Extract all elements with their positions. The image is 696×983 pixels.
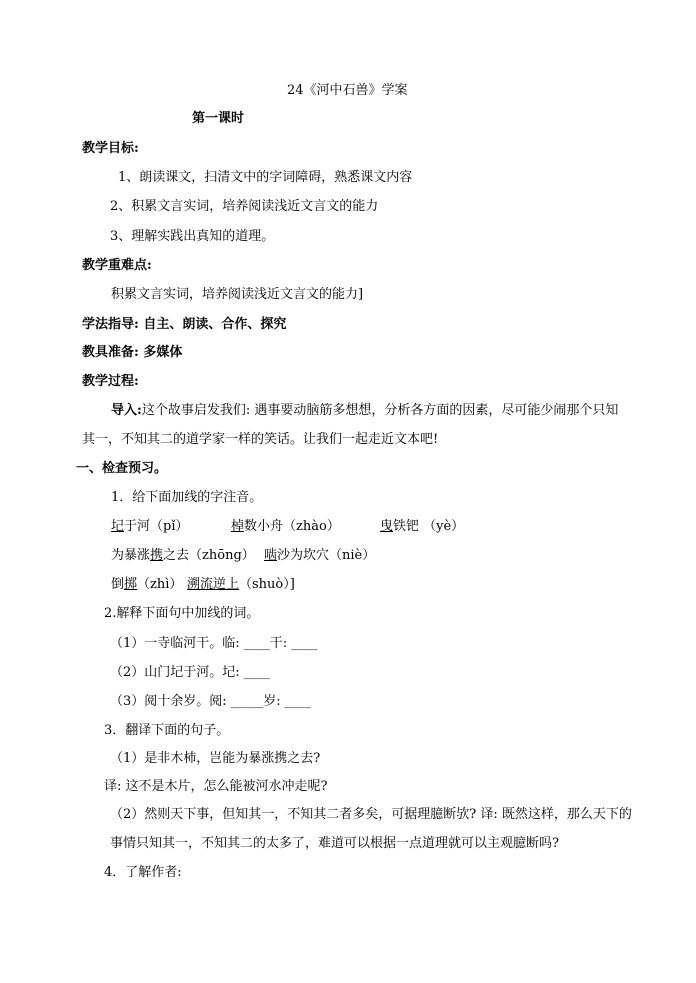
objectives-heading: 教学目标: xyxy=(82,141,139,156)
q1-item-3: 曳铁钯 （yè） xyxy=(380,519,465,534)
q2-item-2: （2）山门圮于河。圮: ____ xyxy=(110,665,270,680)
key-points-heading: 教学重难点: xyxy=(82,258,152,273)
q1-item-2: 棹数小舟（zhào） xyxy=(231,519,340,534)
q1-item-5: 啮沙为坎穴（niè） xyxy=(264,548,376,563)
q3-sentence-1: （1）是非木杮，岂能为暴涨携之去? xyxy=(110,751,321,766)
intro-line-1 xyxy=(111,404,618,417)
q3-translation-1: 译: 这不是木片，怎么能被河水冲走呢? xyxy=(104,779,328,794)
q3-sentence-2-line-1: （2）然则天下事，但知其一，不知其二者多矣，可据理臆断欤? 译: 既然这样，那么天下的 xyxy=(110,807,632,822)
intro-text-1: 这个故事启发我们: 遇事要动脑筋多想想，分析各方面的因素，尽可能少闹那个只知 xyxy=(141,403,619,418)
q3-sentence-2-line-2: 事情只知其一，不知其二的太多了，难道可以根据一点道理就可以主观臆断吗? xyxy=(110,836,559,851)
objective-item-1: 1、朗读课文，扫清文中的字词障碍，熟悉课文内容 xyxy=(118,170,413,185)
q1-item-1: 圮于河（pǐ） xyxy=(111,519,189,534)
q1-item-7: 溯流逆上（shuò）] xyxy=(187,577,295,592)
q2-item-1: （1）一寺临河干。临: ____干: ____ xyxy=(110,636,318,651)
q1-item-6: 倒掷（zhì） xyxy=(111,577,183,592)
intro-label: 导入: xyxy=(111,403,142,418)
document-title: 24《河中石兽》学案 xyxy=(287,83,408,98)
objective-item-2: 2、积累文言实词，培养阅读浅近文言文的能力 xyxy=(110,199,379,214)
objective-item-3: 3、理解实践出真知的道理。 xyxy=(110,229,275,244)
process-heading: 教学过程: xyxy=(82,374,139,389)
study-method: 学法指导: 自主、朗读、合作、探究 xyxy=(82,317,287,332)
teaching-tools: 教具准备: 多媒体 xyxy=(82,345,183,360)
q2-item-3: （3）阅十余岁。阅: _____岁: ____ xyxy=(110,694,311,709)
q1-label: 1．给下面加线的字注音。 xyxy=(111,490,263,505)
q3-label: 3．翻译下面的句子。 xyxy=(104,723,230,738)
section-1-heading: 一、检查预习。 xyxy=(76,461,168,476)
q1-item-4: 为暴涨携之去（zhōng） xyxy=(111,548,255,563)
key-points-text: 积累文言实词，培养阅读浅近文言文的能力] xyxy=(111,287,364,302)
q4-label: 4．了解作者: xyxy=(104,865,182,880)
intro-line-2: 其一，不知其二的道学家一样的笑话。让我们一起走近文本吧! xyxy=(82,432,439,447)
q2-label: 2.解释下面句中加线的词。 xyxy=(104,606,260,621)
lesson-label: 第一课时 xyxy=(192,111,245,126)
